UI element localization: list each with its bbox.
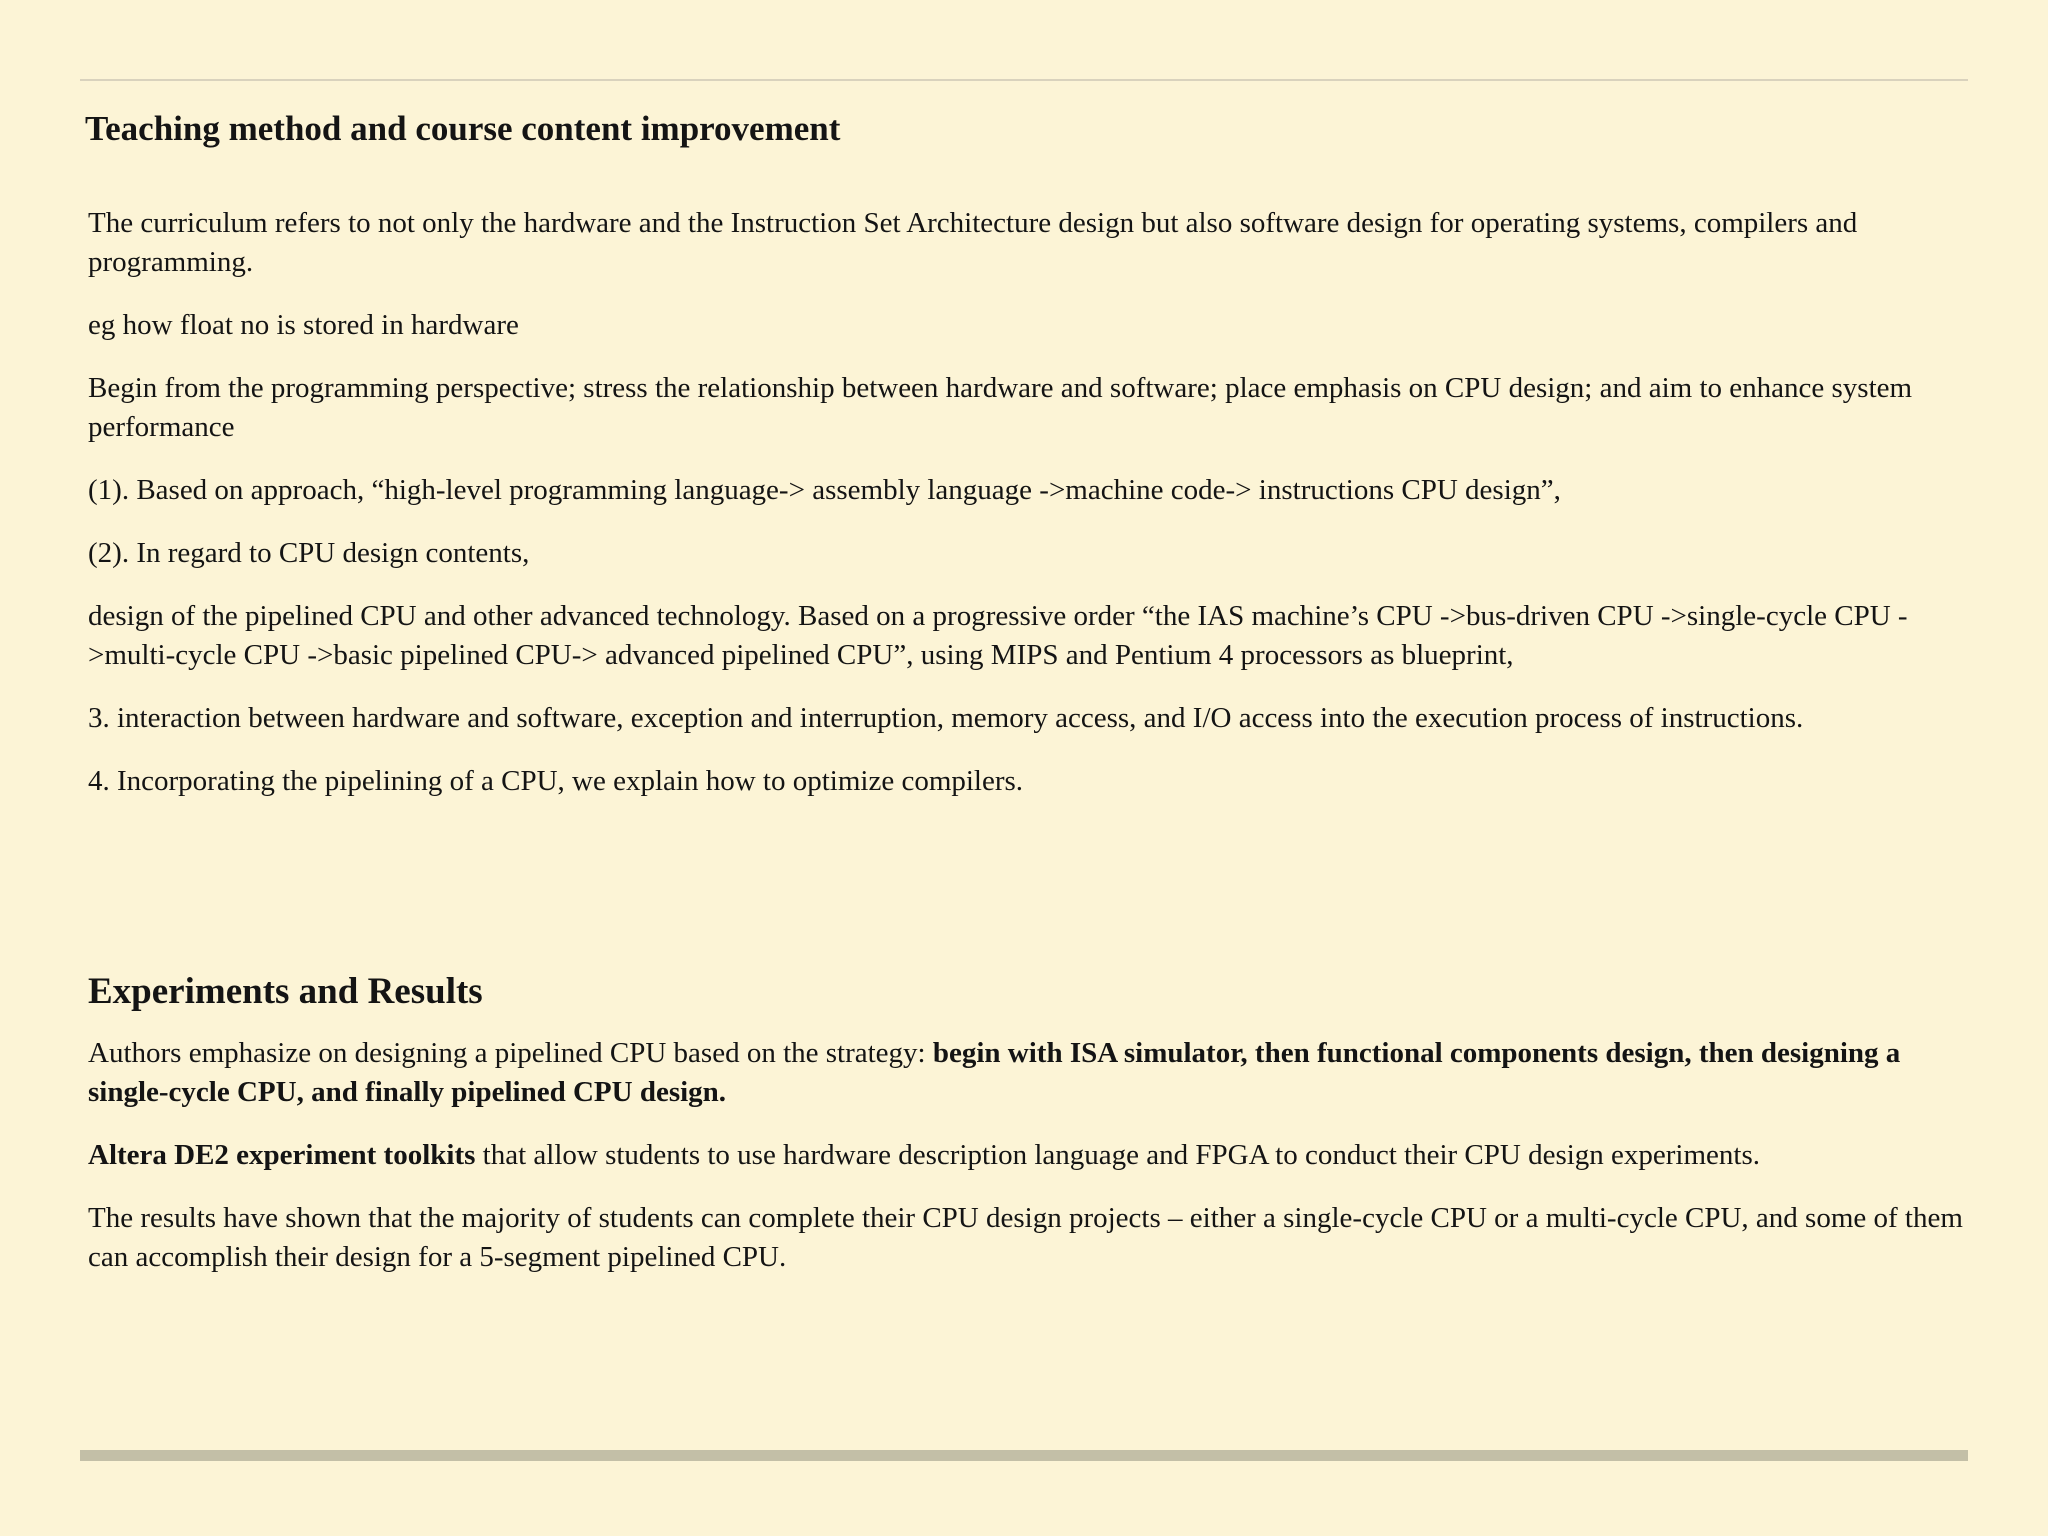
- top-divider: [80, 79, 1968, 81]
- paragraph-strategy: [88, 1034, 1968, 1112]
- paragraph-point-2: (2). In regard to CPU design contents,: [88, 537, 530, 569]
- paragraph-point-4: 4. Incorporating the pipelining of a CPU, we explain how to optimize compilers.: [88, 765, 1024, 797]
- strategy-bold-text: begin with ISA simulator, then functional components design, then designing a single-cycle CPU, and finally pipelined CPU design.: [88, 1037, 1901, 1108]
- paragraph-point-1: (1). Based on approach, “high-level programming language-> assembly language ->machine code-> instructions CPU design”,: [88, 474, 1561, 506]
- paragraph-pipelined-design: design of the pipelined CPU and other advanced technology. Based on a progressive order “the IAS machine’s CPU ->bus-driven CPU ->single-cycle CPU ->multi-cycle CPU ->basic pipelined CPU-> advanced pipelined CPU”, using MIPS and Pentium 4 processors as blueprint,: [88, 600, 1908, 671]
- paragraph-point-3: 3. interaction between hardware and software, exception and interruption, memory access, and I/O access into the execution process of instructions.: [88, 702, 1804, 734]
- toolkits-bold-text: Altera DE2 experiment toolkits: [88, 1139, 476, 1171]
- strategy-intro-text: Authors emphasize on designing a pipelined CPU based on the strategy:: [88, 1037, 933, 1069]
- paragraph-results: The results have shown that the majority of students can complete their CPU design projects – either a single-cycle CPU or a multi-cycle CPU, and some of them can accomplish their design for a 5-segment pipelined CPU.: [88, 1202, 1963, 1273]
- experiments-section-body: [88, 1034, 1968, 1301]
- paragraph-toolkits: [88, 1136, 1968, 1175]
- section-heading-teaching: Teaching method and course content improvement: [85, 109, 841, 148]
- toolkits-description-text: that allow students to use hardware description language and FPGA to conduct their CPU design experiments.: [475, 1139, 1761, 1171]
- teaching-section-body: [88, 204, 1968, 825]
- paragraph-programming-perspective: Begin from the programming perspective; stress the relationship between hardware and software; place emphasis on CPU design; and aim to enhance system performance: [88, 372, 1913, 443]
- paragraph-curriculum: The curriculum refers to not only the hardware and the Instruction Set Architecture design but also software design for operating systems, compilers and programming.: [88, 207, 1858, 278]
- bottom-divider: [80, 1450, 1968, 1461]
- section-heading-experiments: Experiments and Results: [88, 971, 483, 1012]
- paragraph-float-example: eg how float no is stored in hardware: [88, 309, 519, 341]
